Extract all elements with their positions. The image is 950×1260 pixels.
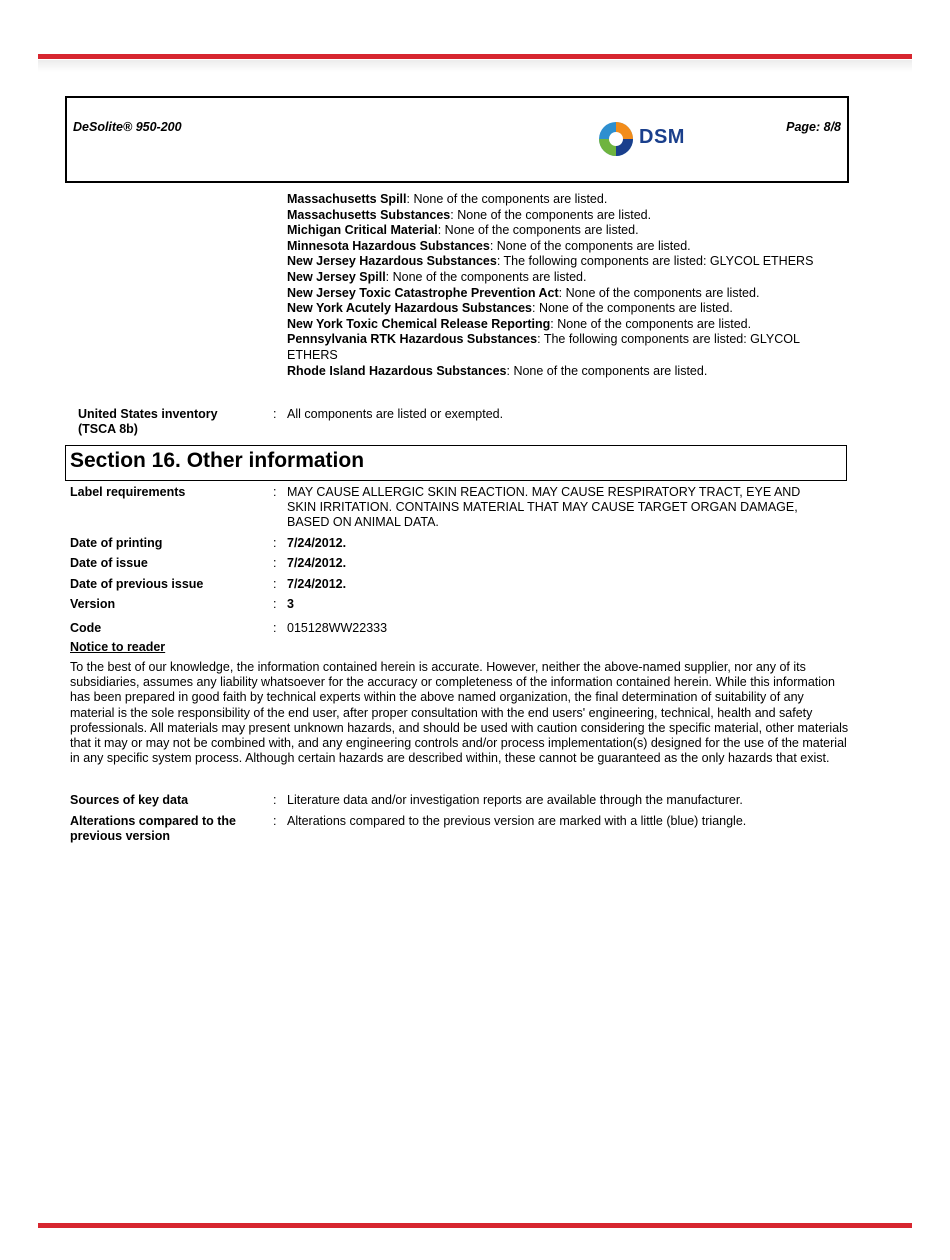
section-title: Section 16. Other information bbox=[70, 449, 365, 472]
state-item-name: Rhode Island Hazardous Substances bbox=[287, 363, 507, 378]
colon: : bbox=[273, 814, 277, 828]
us-inventory-label: United States inventory (TSCA 8b) bbox=[78, 407, 218, 437]
state-item-name: New Jersey Toxic Catastrophe Prevention Act bbox=[287, 285, 559, 300]
sources-label: Sources of key data bbox=[70, 793, 189, 807]
code-row bbox=[70, 620, 840, 634]
bottom-red-bar bbox=[38, 1223, 912, 1228]
state-item-text: : The following components are listed: GLYCOL ETHERS bbox=[287, 332, 800, 362]
state-item bbox=[287, 332, 827, 363]
dsm-logo-icon bbox=[596, 116, 640, 162]
colon: : bbox=[273, 577, 277, 591]
colon: : bbox=[273, 556, 277, 570]
state-item-name: Massachusetts Substances bbox=[287, 207, 451, 222]
state-item-name: New York Toxic Chemical Release Reporting bbox=[287, 316, 551, 331]
dsm-logo bbox=[596, 116, 696, 162]
version-value: 3 bbox=[287, 597, 294, 611]
product-name: DeSolite® 950-200 bbox=[73, 120, 182, 134]
state-item-name: Massachusetts Spill bbox=[287, 192, 407, 206]
state-item-text: : None of the components are listed. bbox=[506, 363, 708, 378]
code-value: 015128WW22333 bbox=[287, 621, 388, 634]
logo-text: DSM bbox=[639, 126, 685, 148]
label-requirements-value: MAY CAUSE ALLERGIC SKIN REACTION. MAY CAUSE RESPIRATORY TRACT, EYE AND SKIN IRRITATION. CONTAINS MATERIAL THAT MAY CAUSE TARGET ORGAN DAMAGE, BASED ON ANIMAL DATA. bbox=[287, 485, 801, 530]
state-item-name: New York Acutely Hazardous Substances bbox=[287, 301, 532, 316]
colon: : bbox=[273, 621, 277, 634]
sources-value: Literature data and/or investigation reports are available through the manufacturer. bbox=[287, 793, 743, 807]
top-red-bar bbox=[38, 54, 912, 59]
colon: : bbox=[273, 536, 277, 550]
alterations-label: Alterations compared to the previous version bbox=[70, 814, 236, 844]
state-item-text: : The following components are listed: GLYCOL ETHERS bbox=[496, 254, 814, 269]
us-inventory-value: All components are listed or exempted. bbox=[287, 407, 504, 421]
notice-heading: Notice to reader bbox=[70, 640, 166, 654]
date-of-previous-issue-value: 7/24/2012. bbox=[287, 577, 347, 591]
state-item-name: Michigan Critical Material bbox=[287, 223, 438, 238]
state-item-name: New Jersey Hazardous Substances bbox=[287, 254, 497, 269]
state-item bbox=[287, 192, 827, 208]
state-item-text: : None of the components are listed. bbox=[450, 207, 652, 222]
date-of-issue-value: 7/24/2012. bbox=[287, 556, 347, 570]
page-number: Page: 8/8 bbox=[786, 120, 841, 134]
state-item bbox=[287, 270, 827, 286]
colon: : bbox=[273, 793, 277, 807]
state-item bbox=[287, 254, 827, 270]
state-item-text: : None of the components are listed. bbox=[550, 316, 752, 331]
colon: : bbox=[273, 597, 277, 611]
top-shadow bbox=[38, 60, 912, 72]
state-item-text: : None of the components are listed. bbox=[532, 301, 733, 316]
state-item-text: : None of the components are listed. bbox=[406, 192, 608, 206]
state-item-text: : None of the components are listed. bbox=[437, 223, 639, 238]
state-regulations-list bbox=[287, 192, 827, 379]
date-of-printing-label: Date of printing bbox=[70, 536, 163, 550]
state-item-name: Pennsylvania RTK Hazardous Substances bbox=[287, 332, 538, 347]
state-item bbox=[287, 301, 827, 317]
date-of-printing-value: 7/24/2012. bbox=[287, 536, 347, 550]
notice-text: To the best of our knowledge, the information contained herein is accurate. However, neither the above-named supplier, nor any of its subsidiaries, assumes any liability whatsoever for the accuracy or completeness of the information contained herein. While this information has been prepared in good faith by technical experts within the above named organization, the final determination of suitability of any material is the sole responsibility of the end user, after proper consultation with the end users' engineering, technical, health and safety professionals. All materials may present unknown hazards, and should be used with caution considering the specific material, other materials that it may or may not be combined with, and any engineering controls and/or process implementation(s) designed for the use of the material in any specific system process. Although certain hazards are described within, these cannot be guaranteed as the only hazards that exist. bbox=[70, 660, 849, 766]
state-item-text: : None of the components are listed. bbox=[558, 285, 760, 300]
section-16-header bbox=[65, 445, 847, 481]
version-label: Version bbox=[70, 597, 116, 611]
state-item-text: : None of the components are listed. bbox=[489, 238, 691, 253]
state-item bbox=[287, 317, 827, 333]
state-item-name: Minnesota Hazardous Substances bbox=[287, 238, 490, 253]
code-label: Code bbox=[70, 621, 102, 634]
state-item bbox=[287, 208, 827, 224]
date-of-previous-issue-label: Date of previous issue bbox=[70, 577, 204, 591]
state-item bbox=[287, 364, 827, 380]
colon: : bbox=[273, 407, 277, 421]
label-requirements-label: Label requirements bbox=[70, 485, 186, 499]
state-item-text: : None of the components are listed. bbox=[385, 269, 587, 284]
page-header bbox=[65, 96, 849, 183]
state-item bbox=[287, 286, 827, 302]
alterations-value: Alterations compared to the previous version are marked with a little (blue) triangle. bbox=[287, 814, 747, 828]
state-item bbox=[287, 223, 827, 239]
date-of-issue-label: Date of issue bbox=[70, 556, 148, 570]
colon: : bbox=[273, 485, 277, 499]
state-item-name: New Jersey Spill bbox=[287, 269, 386, 284]
state-item bbox=[287, 239, 827, 255]
